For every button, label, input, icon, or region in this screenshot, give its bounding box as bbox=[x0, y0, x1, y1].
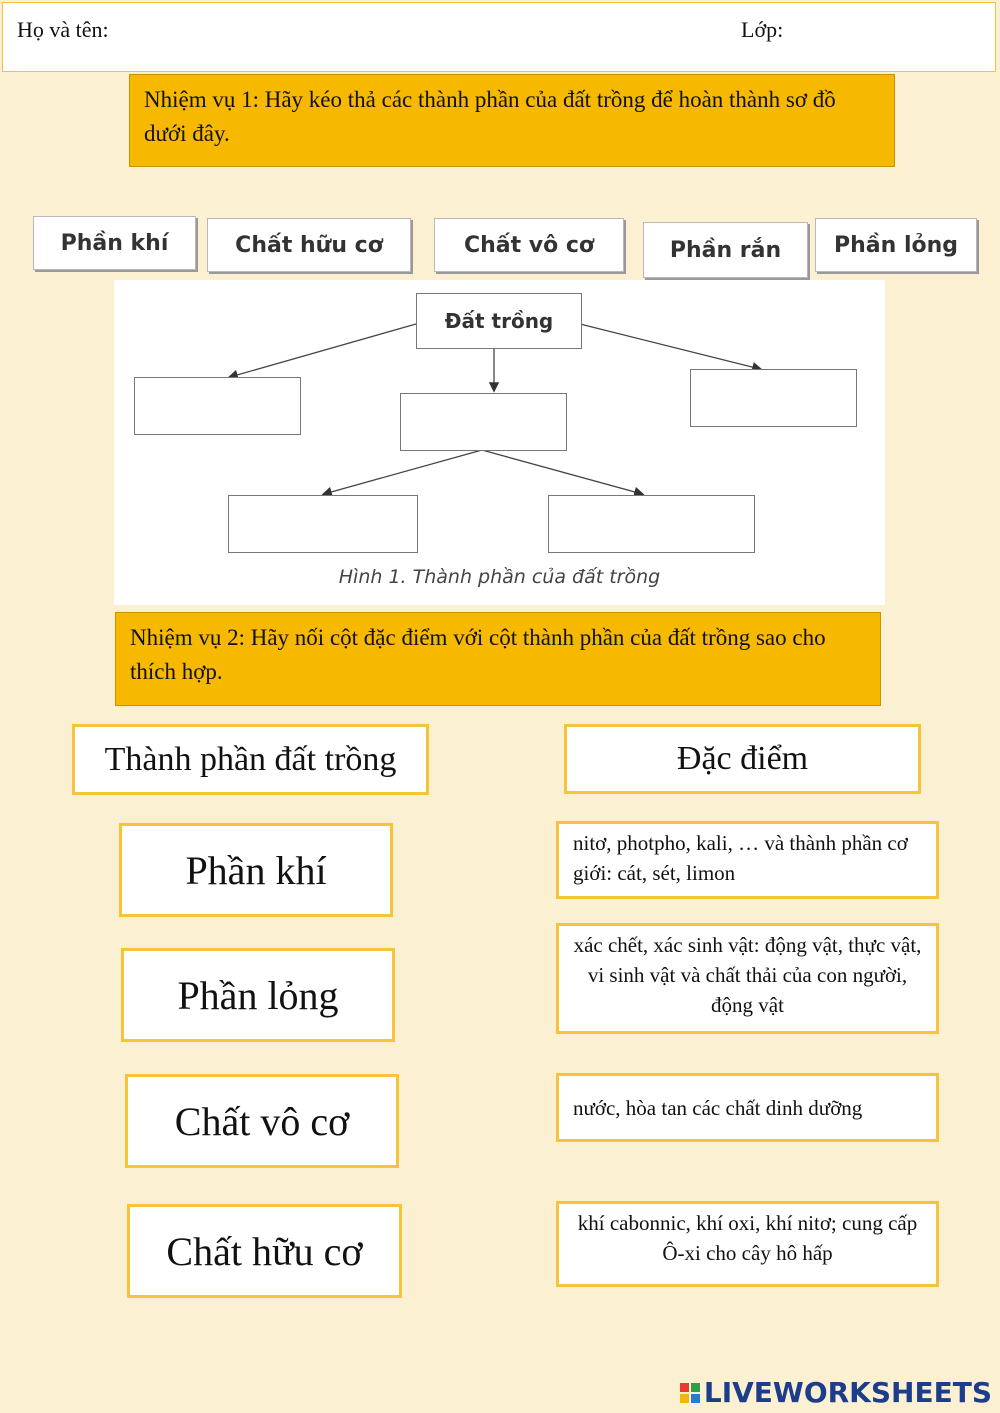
diagram-caption: Hình 1. Thành phần của đất trồng bbox=[338, 566, 661, 588]
match-right-liquid[interactable]: nước, hòa tan các chất dinh dưỡng bbox=[556, 1073, 939, 1142]
drop-zone-bottom-left[interactable] bbox=[228, 495, 418, 553]
match-left-chat-huu-co[interactable]: Chất hữu cơ bbox=[127, 1204, 402, 1298]
drop-zone-center[interactable] bbox=[400, 393, 567, 451]
match-right-organic[interactable]: xác chết, xác sinh vật: động vật, thực vật, vi sinh vật và chất thải của con người, động vật bbox=[556, 923, 939, 1034]
task1-instruction: Nhiệm vụ 1: Hãy kéo thả các thành phần của đất trồng để hoàn thành sơ đồ dưới đây. bbox=[129, 74, 895, 167]
match-left-chat-vo-co[interactable]: Chất vô cơ bbox=[125, 1074, 399, 1168]
logo-icon bbox=[680, 1383, 700, 1403]
class-label: Lớp: bbox=[741, 17, 784, 42]
left-column-header: Thành phần đất trồng bbox=[72, 724, 429, 795]
drag-tile-chat-vo-co[interactable]: Chất vô cơ bbox=[434, 218, 624, 272]
name-label: Họ và tên: bbox=[17, 17, 109, 42]
drag-tile-phan-ran[interactable]: Phần rắn bbox=[643, 222, 808, 278]
drop-zone-bottom-right[interactable] bbox=[548, 495, 755, 553]
drag-tile-phan-khi[interactable]: Phần khí bbox=[33, 216, 196, 270]
drop-zone-left[interactable] bbox=[134, 377, 301, 435]
student-info-header bbox=[2, 2, 996, 72]
match-right-gas[interactable]: khí cabonnic, khí oxi, khí nitơ; cung cấp Ô-xi cho cây hô hấp bbox=[556, 1201, 939, 1287]
match-right-inorganic[interactable]: nitơ, photpho, kali, … và thành phần cơ giới: cát, sét, limon bbox=[556, 821, 939, 899]
diagram-root: Đất trồng bbox=[416, 293, 582, 349]
task2-instruction: Nhiệm vụ 2: Hãy nối cột đặc điểm với cột thành phần của đất trồng sao cho thích hợp. bbox=[115, 612, 881, 706]
drag-tile-phan-long[interactable]: Phần lỏng bbox=[815, 218, 977, 272]
liveworksheets-logo bbox=[680, 1376, 992, 1409]
drag-tile-chat-huu-co[interactable]: Chất hữu cơ bbox=[207, 218, 411, 272]
right-column-header: Đặc điểm bbox=[564, 724, 921, 794]
match-left-phan-long[interactable]: Phần lỏng bbox=[121, 948, 395, 1042]
soil-diagram bbox=[114, 280, 885, 605]
match-left-phan-khi[interactable]: Phần khí bbox=[119, 823, 393, 917]
logo-text: LIVEWORKSHEETS bbox=[703, 1376, 992, 1409]
drop-zone-right[interactable] bbox=[690, 369, 857, 427]
